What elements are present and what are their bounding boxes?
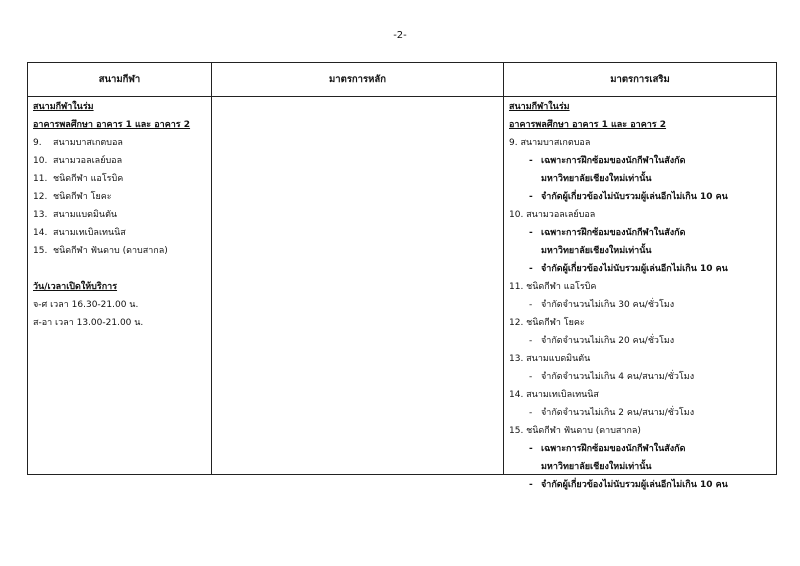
hours-title: วัน/เวลาเปิดให้บริการ xyxy=(33,282,118,292)
header-additional-measures: มาตรการเสริม xyxy=(610,74,670,85)
venue-heading: 10. สนามวอลเลย์บอล xyxy=(509,210,596,220)
item-text: ชนิดกีฬา แอโรบิค xyxy=(53,174,124,184)
list-item xyxy=(33,188,208,206)
measure-item xyxy=(509,368,774,386)
dash: - xyxy=(529,444,533,454)
item-number: 15. xyxy=(33,246,48,256)
table-header-row xyxy=(28,63,776,97)
measure-text: เฉพาะการฝึกซ้อมของนักกีฬาในสังกัด xyxy=(541,156,686,166)
measure-text: จำกัดผู้เกี่ยวข้องไม่นับรวมผู้เล่นอีกไม่เกิน 10 คน xyxy=(541,480,728,490)
item-number: 10. xyxy=(33,156,48,166)
measure-continuation: มหาวิทยาลัยเชียงใหม่เท่านั้น xyxy=(541,246,652,256)
item-number: 14. xyxy=(33,228,48,238)
measures-table xyxy=(27,62,777,490)
measure-text: เฉพาะการฝึกซ้อมของนักกีฬาในสังกัด xyxy=(541,228,686,238)
venue-heading: 14. สนามเทเบิลเทนนิส xyxy=(509,390,599,400)
item-text: ชนิดกีฬา ฟันดาบ (ดาบสากล) xyxy=(53,246,168,256)
section-subtitle: อาคารพลศึกษา อาคาร 1 และ อาคาร 2 xyxy=(33,120,191,130)
section-subtitle: อาคารพลศึกษา อาคาร 1 และ อาคาร 2 xyxy=(509,120,667,130)
measure-item xyxy=(509,404,774,422)
list-item xyxy=(33,224,208,242)
measure-text: เฉพาะการฝึกซ้อมของนักกีฬาในสังกัด xyxy=(541,444,686,454)
venue-heading: 9. สนามบาสเกตบอล xyxy=(509,138,591,148)
measure-text: จำกัดผู้เกี่ยวข้องไม่นับรวมผู้เล่นอีกไม่เกิน 10 คน xyxy=(541,192,728,202)
list-item xyxy=(33,242,208,260)
dash: - xyxy=(529,372,533,382)
measure-text: จำกัดจำนวนไม่เกิน 20 คน/ชั่วโมง xyxy=(541,336,675,346)
dash: - xyxy=(529,336,533,346)
section-title: สนามกีฬาในร่ม xyxy=(509,102,570,112)
additional-measures-column xyxy=(509,98,774,494)
measure-item xyxy=(509,440,774,458)
measure-item xyxy=(509,224,774,242)
column-divider xyxy=(211,63,212,474)
dash: - xyxy=(529,480,533,490)
measure-text: จำกัดจำนวนไม่เกิน 30 คน/ชั่วโมง xyxy=(541,300,675,310)
list-item xyxy=(33,206,208,224)
header-venue: สนามกีฬา xyxy=(98,74,141,85)
venue-column xyxy=(33,98,208,332)
list-item xyxy=(33,170,208,188)
venue-heading: 11. ชนิดกีฬา แอโรบิค xyxy=(509,282,597,292)
measure-text: จำกัดจำนวนไม่เกิน 4 คน/สนาม/ชั่วโมง xyxy=(541,372,695,382)
item-number: 13. xyxy=(33,210,48,220)
dash: - xyxy=(529,408,533,418)
measure-item xyxy=(509,332,774,350)
spacer xyxy=(33,260,208,278)
header-main-measures: มาตรการหลัก xyxy=(329,74,386,85)
item-text: สนามวอลเลย์บอล xyxy=(53,156,123,166)
dash: - xyxy=(529,228,533,238)
page-number: -2- xyxy=(393,30,407,41)
section-title: สนามกีฬาในร่ม xyxy=(33,102,94,112)
item-text: ชนิดกีฬา โยคะ xyxy=(53,192,112,202)
measure-item xyxy=(509,476,774,494)
hours-line: จ-ศ เวลา 16.30-21.00 น. xyxy=(33,300,139,310)
venue-heading: 13. สนามแบดมินตัน xyxy=(509,354,591,364)
measure-continuation: มหาวิทยาลัยเชียงใหม่เท่านั้น xyxy=(541,174,652,184)
venue-heading: 15. ชนิดกีฬา ฟันดาบ (ดาบสากล) xyxy=(509,426,641,436)
item-number: 11. xyxy=(33,174,48,184)
measure-item xyxy=(509,188,774,206)
list-item xyxy=(33,152,208,170)
item-number: 9. xyxy=(33,138,42,148)
measure-item xyxy=(509,152,774,170)
dash: - xyxy=(529,156,533,166)
item-number: 12. xyxy=(33,192,48,202)
measure-continuation: มหาวิทยาลัยเชียงใหม่เท่านั้น xyxy=(541,462,652,472)
list-item xyxy=(33,134,208,152)
item-text: สนามเทเบิลเทนนิส xyxy=(53,228,126,238)
venue-heading: 12. ชนิดกีฬา โยคะ xyxy=(509,318,585,328)
measure-text: จำกัดผู้เกี่ยวข้องไม่นับรวมผู้เล่นอีกไม่เกิน 10 คน xyxy=(541,264,728,274)
dash: - xyxy=(529,192,533,202)
column-divider xyxy=(503,63,504,474)
item-text: สนามบาสเกตบอล xyxy=(53,138,123,148)
item-text: สนามแบดมินตัน xyxy=(53,210,118,220)
hours-line: ส-อา เวลา 13.00-21.00 น. xyxy=(33,318,144,328)
measure-item xyxy=(509,260,774,278)
measure-text: จำกัดจำนวนไม่เกิน 2 คน/สนาม/ชั่วโมง xyxy=(541,408,695,418)
dash: - xyxy=(529,264,533,274)
dash: - xyxy=(529,300,533,310)
measure-item xyxy=(509,296,774,314)
